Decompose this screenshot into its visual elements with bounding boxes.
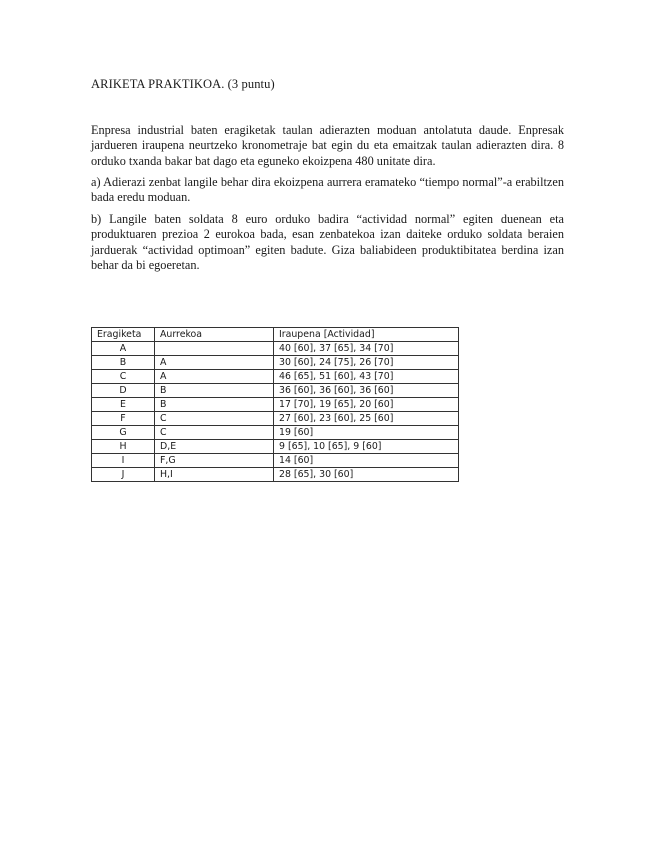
table-row [92, 342, 459, 356]
header-iraupena: Iraupena [Actividad] [274, 328, 459, 342]
table-header-row [92, 328, 459, 342]
duration-cell: 14 [60] [274, 454, 459, 468]
operation-cell: C [92, 370, 155, 384]
duration-cell: 19 [60] [274, 426, 459, 440]
header-eragiketa: Eragiketa [92, 328, 155, 342]
duration-cell: 40 [60], 37 [65], 34 [70] [274, 342, 459, 356]
duration-cell: 9 [65], 10 [65], 9 [60] [274, 440, 459, 454]
operation-cell: J [92, 468, 155, 482]
predecessor-cell: A [155, 356, 274, 370]
predecessor-cell: H,I [155, 468, 274, 482]
predecessor-cell: C [155, 426, 274, 440]
predecessor-cell: F,G [155, 454, 274, 468]
table-row [92, 468, 459, 482]
operations-table [91, 327, 459, 482]
question-a: a) Adierazi zenbat langile behar dira ekoizpena aurrera eramateko “tiempo normal”-a erabiltzen bada eredu moduan. [91, 175, 564, 205]
operation-cell: E [92, 398, 155, 412]
duration-cell: 28 [65], 30 [60] [274, 468, 459, 482]
predecessor-cell: D,E [155, 440, 274, 454]
operation-cell: D [92, 384, 155, 398]
question-b: b) Langile baten soldata 8 euro orduko badira “actividad normal” egiten duenean eta produktuaren prezioa 2 eurokoa bada, esan zenbatekoa izan daiteke orduko soldata beraien jarduerak “actividad optimoan” egiten badute. Giza baliabideen produktibitatea berdina izan behar da bi egoeretan. [91, 212, 564, 273]
table-row [92, 356, 459, 370]
table-row [92, 412, 459, 426]
table-row [92, 426, 459, 440]
predecessor-cell: B [155, 398, 274, 412]
table-row [92, 370, 459, 384]
predecessor-cell: B [155, 384, 274, 398]
header-aurrekoa: Aurrekoa [155, 328, 274, 342]
predecessor-cell: A [155, 370, 274, 384]
operation-cell: B [92, 356, 155, 370]
duration-cell: 36 [60], 36 [60], 36 [60] [274, 384, 459, 398]
predecessor-cell: C [155, 412, 274, 426]
duration-cell: 17 [70], 19 [65], 20 [60] [274, 398, 459, 412]
table-row [92, 384, 459, 398]
exercise-title: ARIKETA PRAKTIKOA. (3 puntu) [91, 77, 275, 91]
intro-paragraph: Enpresa industrial baten eragiketak taulan adierazten moduan antolatuta daude. Enpresak jardueren iraupena neurtzeko kronometraje bat egin du eta emaitzak taulan adierazten dira. 8 orduko txanda bakar bat dago eta eguneko ekoizpena 480 unitate dira. [91, 123, 564, 168]
table-row [92, 440, 459, 454]
operation-cell: G [92, 426, 155, 440]
duration-cell: 30 [60], 24 [75], 26 [70] [274, 356, 459, 370]
predecessor-cell [155, 342, 274, 356]
table-row [92, 454, 459, 468]
table-row [92, 398, 459, 412]
operation-cell: F [92, 412, 155, 426]
operation-cell: H [92, 440, 155, 454]
duration-cell: 27 [60], 23 [60], 25 [60] [274, 412, 459, 426]
duration-cell: 46 [65], 51 [60], 43 [70] [274, 370, 459, 384]
operation-cell: A [92, 342, 155, 356]
operation-cell: I [92, 454, 155, 468]
